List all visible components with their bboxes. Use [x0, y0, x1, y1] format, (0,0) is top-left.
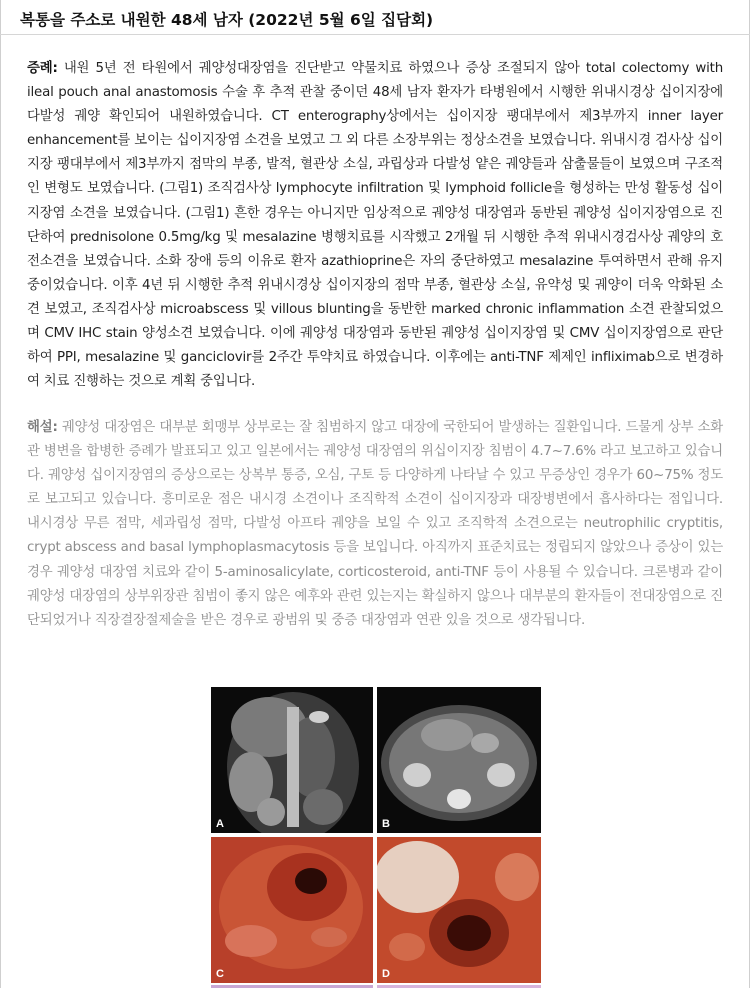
figure-1 — [211, 687, 541, 988]
ct-coronal-drawing — [211, 687, 373, 833]
endoscopy-drawing-c — [211, 837, 373, 983]
discussion-text: 궤양성 대장염은 대부분 회맹부 상부로는 잘 침범하지 않고 대장에 국한되어 발생하는 질환입니다. 드물게 상부 소화관 병변을 합병한 증례가 발표되고 있고 일본에서는 궤양성 대장염의 위십이지장 침범이 4.7~7.6% 라고 보고하고 있습니다. 궤양성 십이지장염의 증상으로는 상복부 통증, 오심, 구토 등 다양하게 나타날 수 있고 무증상인 경우가 60~75% 정도로 보고되고 있습니다. 흥미로운 점은 내시경 소견이나 조직학적 소견이 십이지장과 대장병변에서 흡사하다는 점입니다. 내시경상 무른 점막, 세과립성 점막, 다발성 아프타 궤양을 보일 수 있고 조직학적 소견으로는 neutrophilic cryptitis, crypt abscess and basal lymphoplasmacytosis 등을 보입니다. 아직까지 표준치료는 정립되지 않았으나 증상이 있는 경우 궤양성 대장염 치료와 같이 5-aminosalicylate, corticosteroid, anti-TNF 등이 사용될 수 있습니다. 크론병과 같이 궤양성 대장염의 상부위장관 침범이 좋지 않은 예후와 관련 있는지는 확실하지 않으나 대부분의 환자들이 전대장염으로 진단되었거나 직장결장절제술을 받은 경우로 광범위 및 중증 대장염과 연관 있을 것으로 생각됩니다. — [27, 420, 723, 628]
discussion-paragraph — [27, 416, 723, 633]
ct-axial-drawing — [377, 687, 541, 833]
discussion-label: 해설: — [27, 420, 58, 435]
panel-label-c: C — [216, 968, 224, 980]
case-paragraph — [27, 57, 723, 394]
title-divider — [0, 34, 750, 35]
page-left-border — [0, 0, 1, 988]
page-title: 복통을 주소로 내원한 48세 남자 (2022년 5월 6일 집담회) — [20, 11, 434, 29]
ct-axial-image — [377, 687, 541, 833]
panel-label-b: B — [382, 818, 390, 830]
endoscopy-image-d — [377, 837, 541, 983]
panel-label-d: D — [382, 968, 390, 980]
ct-coronal-image — [211, 687, 373, 833]
endoscopy-image-c — [211, 837, 373, 983]
endoscopy-drawing-d — [377, 837, 541, 983]
panel-label-a: A — [216, 818, 224, 830]
case-label: 증례: — [27, 61, 58, 76]
case-text: 내원 5년 전 타원에서 궤양성대장염을 진단받고 약물치료 하였으나 증상 조절되지 않아 total colectomy with ileal pouch anal anastomosis 수술 후 추적 관찰 중이던 48세 남자 환자가 타병원에서 시행한 위내시경상 십이지장에 다발성 궤양 확인되어 내원하였습니다. CT enterography상에서는 십이지장 팽대부에서 제3부까지 inner layer enhancement를 보이는 십이지장염 소견을 보였고 그 외 다른 소장부위는 정상소견을 보였습니다. 위내시경 검사상 십이지장 팽대부에서 제3부까지 점막의 부종, 발적, 혈관상 소실, 과립상과 다발성 얕은 궤양들과 삼출물들이 보였으며 구조적인 변형도 보였습니다. (그림1) 조직검사상 lymphocyte infiltration 및 lymphoid follicle을 형성하는 만성 활동성 십이지장염 소견을 보였습니다. (그림1) 흔한 경우는 아니지만 임상적으로 궤양성 대장염과 동반된 궤양성 십이지장염으로 진단하여 prednisolone 0.5mg/kg 및 mesalazine 병행치료를 시작했고 2개월 뒤 시행한 추적 위내시경검사상 궤양의 호전소견을 보였습니다. 소화 장애 등의 이유로 환자 azathioprine은 자의 중단하였고 mesalazine 투여하면서 관해 유지 중이었습니다. 이후 4년 뒤 시행한 추적 위내시경상 십이지장의 점막 부종, 혈관상 소실, 유약성 및 궤양이 더욱 악화된 소견 보였고, 조직검사상 microabscess 및 villous blunting을 동반한 marked chronic inflammation 소견 관찰되었으며 CMV IHC stain 양성소견 보였습니다. 이에 궤양성 대장염과 동반된 궤양성 십이지장염 및 CMV 십이지장염으로 판단하여 PPI, mesalazine 및 ganciclovir를 2주간 투약치료 하였습니다. 이후에는 anti-TNF 제제인 infliximab으로 변경하여 치료 진행하는 것으로 계획 중입니다. — [27, 61, 723, 390]
